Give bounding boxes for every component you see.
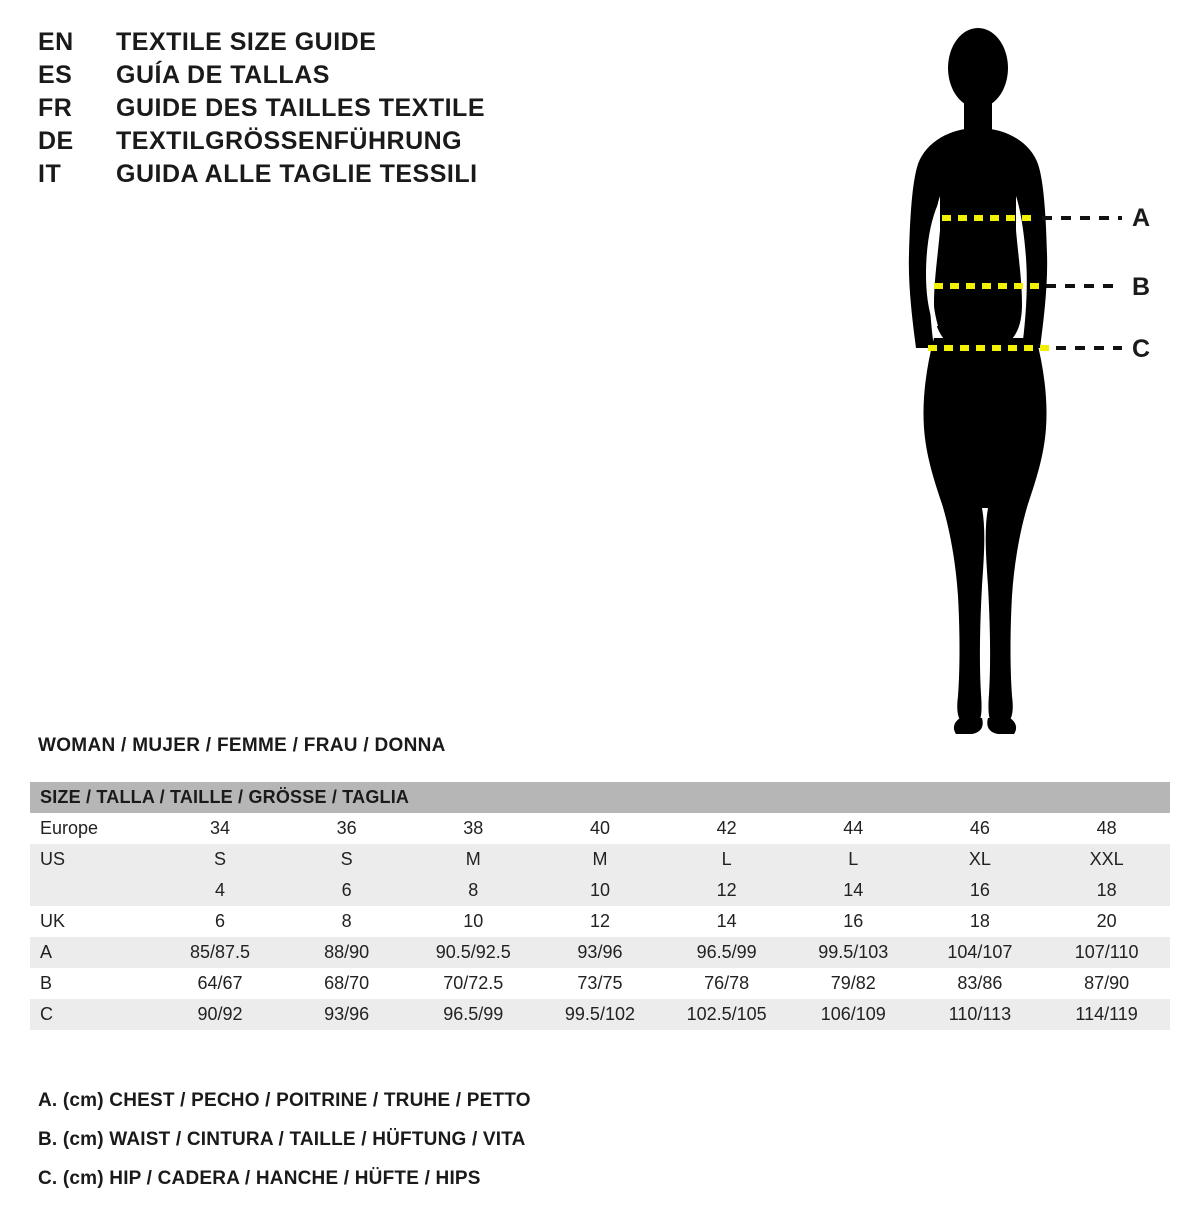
row-label <box>30 875 157 906</box>
title-row <box>38 160 658 189</box>
row-label: Europe <box>40 818 99 838</box>
cell: 64/67 <box>197 973 243 993</box>
cell: S <box>340 849 353 869</box>
cell: 48 <box>1096 818 1117 838</box>
cell: 8 <box>468 880 479 900</box>
cell: 68/70 <box>324 973 370 993</box>
cell: 90.5/92.5 <box>435 942 511 962</box>
legend-item-waist: B. (cm) WAIST / CINTURA / TAILLE / HÜFTUNG / VITA <box>38 1129 526 1150</box>
language-code: IT <box>38 160 62 188</box>
cell: 96.5/99 <box>443 1004 504 1024</box>
cell: 40 <box>589 818 610 838</box>
row-label: A <box>40 942 53 962</box>
marker-label-b: B <box>1132 273 1151 301</box>
cell: M <box>465 849 481 869</box>
title-block <box>38 28 658 193</box>
cell: 4 <box>214 880 225 900</box>
cell: 14 <box>716 911 737 931</box>
cell: 99.5/102 <box>564 1004 635 1024</box>
title-row <box>38 28 658 57</box>
cell: 8 <box>341 911 352 931</box>
table-row <box>30 968 1170 999</box>
cell: 76/78 <box>704 973 750 993</box>
cell: 44 <box>843 818 864 838</box>
page-title: TEXTILE SIZE GUIDE <box>116 28 377 56</box>
cell: 83/86 <box>957 973 1003 993</box>
cell: 34 <box>209 818 230 838</box>
table-row <box>30 875 1170 906</box>
size-table-wrapper <box>30 782 1170 1030</box>
section-heading: WOMAN / MUJER / FEMME / FRAU / DONNA <box>38 735 446 756</box>
female-silhouette-icon <box>860 18 1190 748</box>
language-code: DE <box>38 127 74 155</box>
cell: 102.5/105 <box>686 1004 767 1024</box>
measurement-legend <box>38 1090 938 1207</box>
cell: 90/92 <box>197 1004 243 1024</box>
cell: 10 <box>463 911 484 931</box>
page-title: GUIDA ALLE TAGLIE TESSILI <box>116 160 478 188</box>
title-row <box>38 94 658 123</box>
cell: 42 <box>716 818 737 838</box>
title-row <box>38 61 658 90</box>
cell: 6 <box>214 911 225 931</box>
cell: 93/96 <box>324 1004 370 1024</box>
body-figure <box>860 18 1190 748</box>
table-row <box>30 906 1170 937</box>
cell: 6 <box>341 880 352 900</box>
cell: XL <box>968 849 991 869</box>
cell: M <box>592 849 608 869</box>
cell: 87/90 <box>1084 973 1130 993</box>
cell: L <box>721 849 732 869</box>
cell: 73/75 <box>577 973 623 993</box>
cell: 38 <box>463 818 484 838</box>
table-row <box>30 813 1170 844</box>
row-label: B <box>40 973 53 993</box>
cell: L <box>848 849 859 869</box>
table-header-row <box>30 782 1170 813</box>
cell: 10 <box>589 880 610 900</box>
row-label: UK <box>40 911 66 931</box>
language-code: FR <box>38 94 73 122</box>
cell: 99.5/103 <box>818 942 889 962</box>
cell: 106/109 <box>820 1004 886 1024</box>
marker-label-a: A <box>1132 204 1151 232</box>
page-title: GUÍA DE TALLAS <box>116 61 330 89</box>
table-row <box>30 937 1170 968</box>
cell: 114/119 <box>1075 1004 1138 1024</box>
cell: 93/96 <box>577 942 623 962</box>
cell: 12 <box>716 880 737 900</box>
page-title: TEXTILGRÖSSENFÜHRUNG <box>116 127 463 155</box>
cell: 16 <box>843 911 864 931</box>
cell: 46 <box>969 818 990 838</box>
cell: S <box>213 849 226 869</box>
row-label: US <box>40 849 66 869</box>
cell: 14 <box>843 880 864 900</box>
row-label: C <box>40 1004 53 1024</box>
cell: 70/72.5 <box>443 973 504 993</box>
language-code: EN <box>38 28 74 56</box>
cell: XXL <box>1089 849 1124 869</box>
size-table <box>30 782 1170 1030</box>
page-title: GUIDE DES TAILLES TEXTILE <box>116 94 486 122</box>
legend-item-chest: A. (cm) CHEST / PECHO / POITRINE / TRUHE / PETTO <box>38 1090 531 1111</box>
legend-item-hip: C. (cm) HIP / CADERA / HANCHE / HÜFTE / HIPS <box>38 1168 481 1189</box>
cell: 36 <box>336 818 357 838</box>
cell: 110/113 <box>948 1004 1012 1024</box>
cell: 20 <box>1096 911 1117 931</box>
marker-label-c: C <box>1132 335 1151 363</box>
table-row <box>30 844 1170 875</box>
table-row <box>30 999 1170 1030</box>
cell: 18 <box>969 911 990 931</box>
language-code: ES <box>38 61 73 89</box>
cell: 104/107 <box>947 942 1013 962</box>
title-row <box>38 127 658 156</box>
cell: 12 <box>589 911 610 931</box>
cell: 18 <box>1096 880 1117 900</box>
cell: 79/82 <box>830 973 876 993</box>
cell: 107/110 <box>1074 942 1139 962</box>
cell: 88/90 <box>324 942 370 962</box>
table-header-label: SIZE / TALLA / TAILLE / GRÖSSE / TAGLIA <box>40 787 410 807</box>
cell: 96.5/99 <box>696 942 757 962</box>
cell: 85/87.5 <box>189 942 251 962</box>
cell: 16 <box>969 880 990 900</box>
